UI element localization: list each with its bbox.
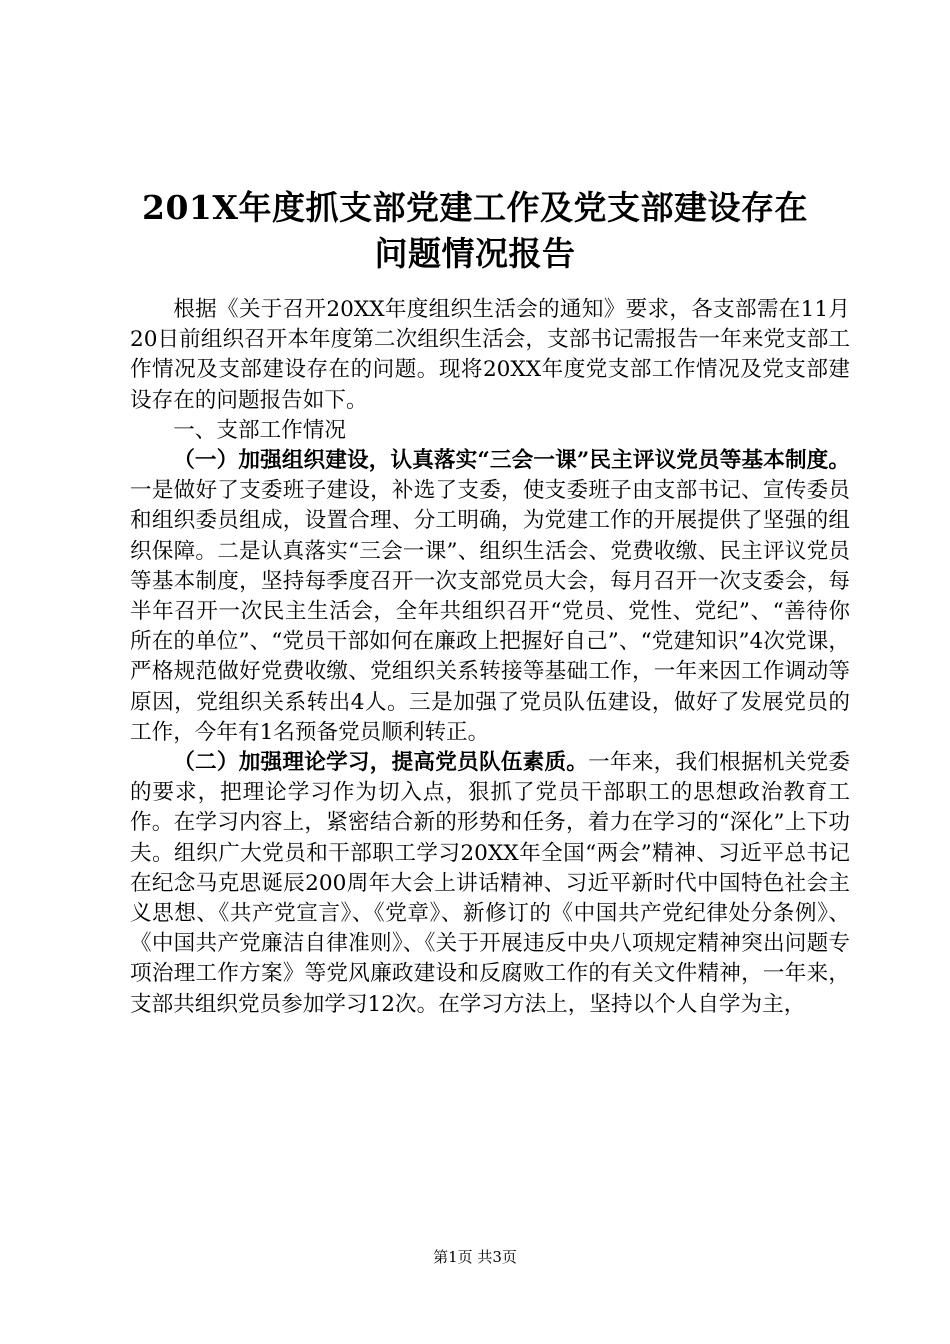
item-2-text: 一年来，我们根据机关党委的要求，把理论学习作为切入点，狠抓了党员干部职工的思想政治教育工作。在学习内容上，紧密结合新的形势和任务，着力在学习的“深化”上下功夫。组织广大党员和干部职工学习20XX年全国“两会”精神、习近平总书记在纪念马克思诞辰200周年大会上讲话精神、习近平新时代中国特色社会主义思想、《共产党宣言》、《党章》、新修订的《中国共产党纪律处分条例》、《中国共产党廉洁自律准则》、《关于开展违反中央八项规定精神突出问题专项治理工作方案》等党风廉政建设和反腐败工作的有关文件精神，一年来，支部共组织党员参加学习12次。在学习方法上，坚持以个人自学为主， — [130, 750, 850, 1017]
item-1-text: 一是做好了支委班子建设，补选了支委，使支委班子由支部书记、宣传委员和组织委员组成，设置合理、分工明确，为党建工作的开展提供了坚强的组织保障。二是认真落实“三会一课”、组织生活会、党费收缴、民主评议党员等基本制度，坚持每季度召开一次支部党员大会，每月召开一次支委会，每半年召开一次民主生活会，全年共组织召开“党员、党性、党纪”、“善待你所在的单位”、“党员干部如何在廉政上把握好自己”、“党建知识”4次党课，严格规范做好党费收缴、党组织关系转接等基础工作，一年来因工作调动等原因，党组织关系转出4人。三是加强了党员队伍建设，做好了发展党员的工作，今年有1名预备党员顺利转正。 — [130, 478, 850, 745]
item-1-heading: （一）加强组织建设，认真落实“三会一课”民主评议党员等基本制度。 — [173, 448, 850, 474]
document-title-line-1: 201X年度抓支部党建工作及党支部建设存在 — [142, 188, 808, 227]
page-footer: 第1页 共3页 — [433, 1248, 517, 1266]
item-1-paragraph — [130, 446, 850, 748]
document-title-line-2: 问题情况报告 — [374, 234, 576, 273]
intro-paragraph: 根据《关于召开20XX年度组织生活会的通知》要求，各支部需在11月20日前组织召开本年度第二次组织生活会，支部书记需报告一年来党支部工作情况及支部建设存在的问题。现将20XX年度党支部工作情况及党支部建设存在的问题报告如下。 — [130, 297, 850, 413]
item-2-paragraph — [130, 748, 850, 1020]
document-body — [130, 295, 850, 1020]
section-heading-work-status: 一、支部工作情况 — [173, 417, 346, 443]
item-2-heading: （二）加强理论学习，提高党员队伍素质。 — [173, 750, 589, 776]
